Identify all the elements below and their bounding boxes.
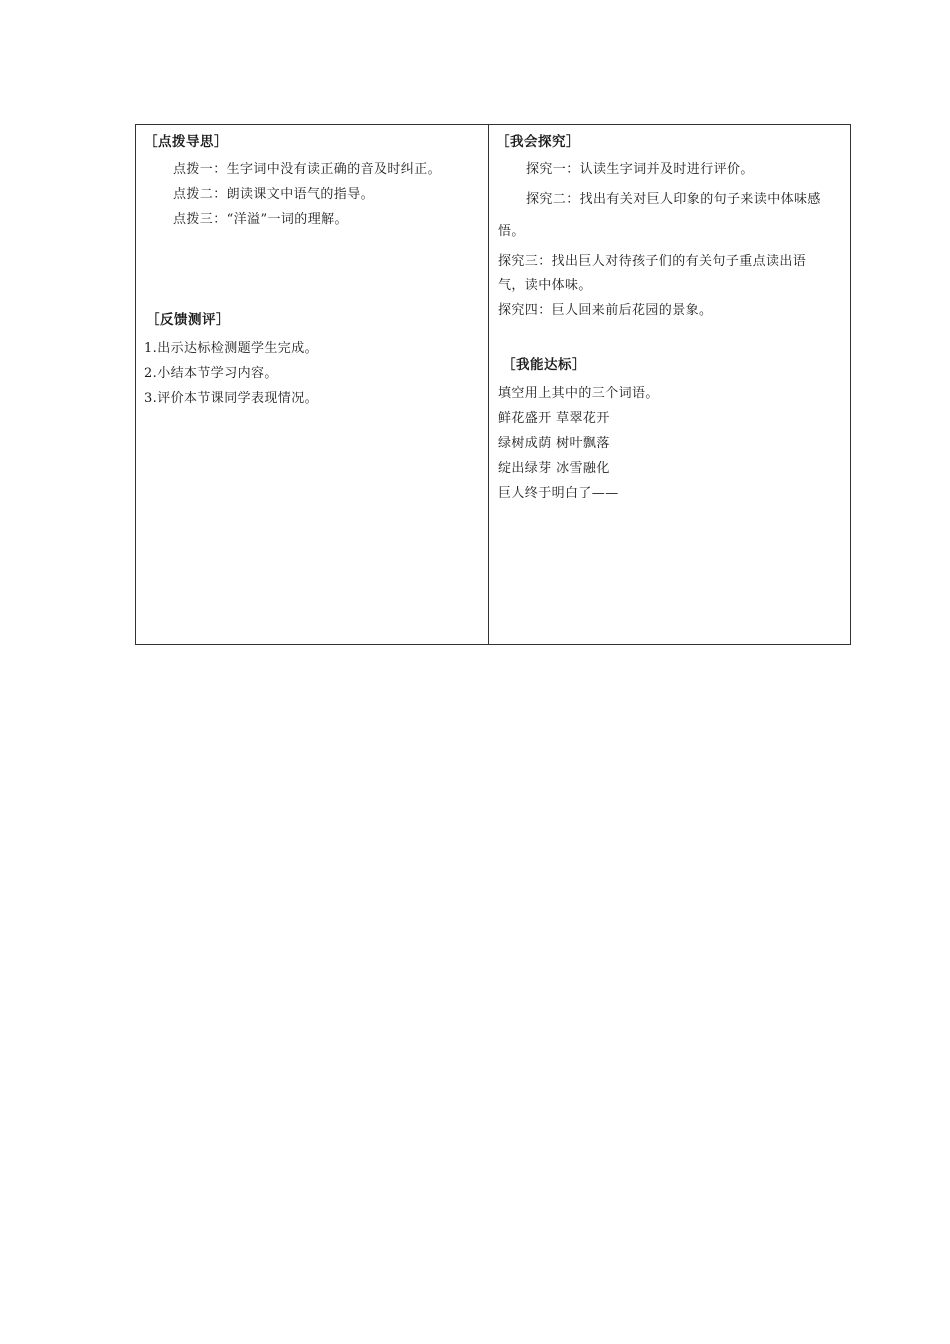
explore-item: 探究二：找出有关对巨人印象的句子来读中体味感 [526,192,821,207]
goal-item: 填空用上其中的三个词语。 [498,386,659,401]
goal-heading: ［我能达标］ [502,357,586,373]
right-column [489,125,850,644]
goal-item: 绽出绿芽 冰雪融化 [498,461,610,476]
goal-item: 鲜花盛开 草翠花开 [498,411,610,426]
explore-item: 气，读中体味。 [498,278,592,293]
explore-heading: ［我会探究］ [496,134,580,150]
guide-item: 点拨一：生字词中没有读正确的音及时纠正。 [173,162,442,177]
explore-item: 悟。 [498,224,525,239]
feedback-item: 2.小结本节学习内容。 [144,366,278,381]
guide-item: 点拨二：朗读课文中语气的指导。 [173,187,375,202]
explore-item: 探究四：巨人回来前后花园的景象。 [498,303,713,318]
feedback-item: 1.出示达标检测题学生完成。 [144,341,319,356]
feedback-item: 3.评价本节课同学表现情况。 [144,391,319,406]
lesson-table [135,124,851,645]
explore-item: 探究一：认读生字词并及时进行评价。 [526,162,754,177]
guide-heading: ［点拨导思］ [144,134,228,150]
feedback-heading: ［反馈测评］ [146,312,230,328]
guide-item: 点拨三：“洋溢”一词的理解。 [173,212,348,227]
left-column [136,125,489,644]
goal-item: 绿树成荫 树叶飘落 [498,436,610,451]
goal-item: 巨人终于明白了—— [498,486,619,501]
explore-item: 探究三：找出巨人对待孩子们的有关句子重点读出语 [498,254,807,269]
